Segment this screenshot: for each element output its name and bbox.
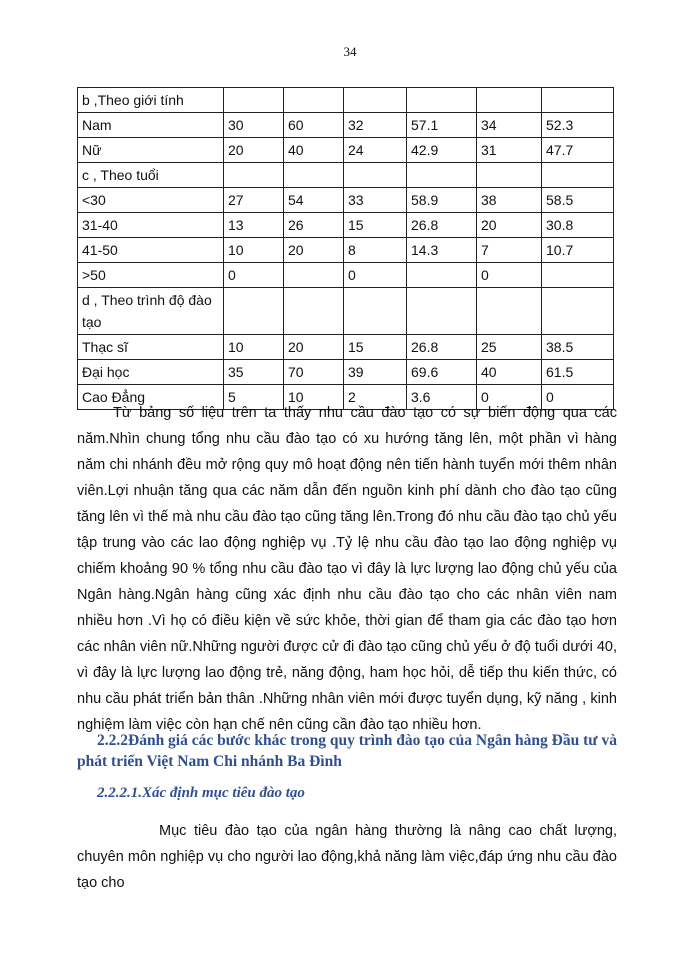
value-cell [407,263,477,288]
value-cell: 69.6 [407,360,477,385]
training-needs-table [77,87,614,410]
value-cell: 10 [224,335,284,360]
value-cell: 40 [477,360,542,385]
page-number: 34 [343,44,357,59]
value-cell: 38 [477,188,542,213]
value-cell: 10 [224,238,284,263]
value-cell: 54 [284,188,344,213]
table-row [78,88,614,113]
table-row [78,113,614,138]
table-row [78,138,614,163]
value-cell: 60 [284,113,344,138]
value-cell: 52.3 [542,113,614,138]
value-cell: 33 [344,188,407,213]
value-cell: 58.9 [407,188,477,213]
value-cell: 57.1 [407,113,477,138]
section-heading: 2.2.2Đánh giá các bước khác trong quy trình đào tạo của Ngân hàng Đầu tư và phát triển Việt Nam Chi nhánh Ba Đình [77,732,617,770]
row-label-cell: Nam [78,113,224,138]
value-cell: 7 [477,238,542,263]
value-cell [284,88,344,113]
value-cell [284,288,344,335]
value-cell [407,163,477,188]
value-cell [477,88,542,113]
value-cell: 70 [284,360,344,385]
value-cell [224,88,284,113]
table-row [78,163,614,188]
row-label-cell: Thạc sĩ [78,335,224,360]
table-row [78,360,614,385]
value-cell [224,163,284,188]
value-cell: 0 [477,385,542,410]
value-cell [542,263,614,288]
value-cell [344,288,407,335]
value-cell: 25 [477,335,542,360]
value-cell: 26.8 [407,335,477,360]
value-cell [407,288,477,335]
value-cell [344,163,407,188]
value-cell: 47.7 [542,138,614,163]
value-cell: 0 [542,385,614,410]
value-cell: 20 [284,238,344,263]
value-cell: 30.8 [542,213,614,238]
value-cell: 0 [224,263,284,288]
paragraph-objectives: Mục tiêu đào tạo của ngân hàng thường là nâng cao chất lượng, chuyên môn nghiệp vụ cho người lao động,khả năng làm việc,đáp ứng nhu cầu đào tạo cho [77,823,617,891]
value-cell: 26.8 [407,213,477,238]
value-cell: 24 [344,138,407,163]
value-cell: 58.5 [542,188,614,213]
table-row [78,213,614,238]
paragraph-analysis: Từ bảng số liệu trên ta thấy nhu cầu đào tạo có sự biến động qua các năm.Nhìn chung tổng nhu cầu đào tạo có xu hướng tăng lên, một phần vì hàng năm chi nhánh đều mở rộng quy mô hoạt động nên tiến hành tuyển mới thêm nhân viên.Lợi nhuận tăng qua các năm dẫn đến nguồn kinh phí dành cho đào tạo cũng tăng lên vì thế mà nhu cầu đào tạo cũng tăng lên.Trong đó nhu cầu đào tạo chủ yếu tập trung vào các lao động nghiệp vụ .Tỷ lệ nhu cầu đào tạo lao động nghiệp vụ chiếm khoảng 90 % tổng nhu cầu đào tạo vì đây là lực lượng lao động chủ yếu của Ngân hàng.Ngân hàng cũng xác định nhu cầu đào tạo cho các nhân viên nam nhiều hơn .Vì họ có điều kiện về sức khỏe, thời gian để tham gia các đào tạo hơn các nhân viên nữ.Những người được cử đi đào tạo cũng chủ yếu ở độ tuổi dưới 40, vì đây là lực lượng lao động trẻ, năng động, ham học hỏi, dễ tiếp thu kiến thức, có nhu cầu phát triển bản thân .Những nhân viên mới được tuyển dụng, kỹ năng , kinh nghiệm làm việc còn hạn chế nên cũng cần đào tạo nhiều hơn. [77,405,617,733]
value-cell: 0 [477,263,542,288]
value-cell: 14.3 [407,238,477,263]
value-cell: 35 [224,360,284,385]
value-cell: 20 [224,138,284,163]
value-cell: 13 [224,213,284,238]
value-cell: 10 [284,385,344,410]
row-label-cell: 41-50 [78,238,224,263]
value-cell [477,288,542,335]
value-cell: 31 [477,138,542,163]
subsection-heading: 2.2.2.1.Xác định mục tiêu đào tạo [97,785,305,801]
value-cell [542,88,614,113]
value-cell: 27 [224,188,284,213]
table-row [78,188,614,213]
table-row [78,238,614,263]
value-cell: 40 [284,138,344,163]
row-label-cell: d , Theo trình độ đào tạo [78,288,224,335]
value-cell: 32 [344,113,407,138]
value-cell: 20 [477,213,542,238]
value-cell: 26 [284,213,344,238]
value-cell: 30 [224,113,284,138]
value-cell: 20 [284,335,344,360]
value-cell: 10.7 [542,238,614,263]
row-label-cell: >50 [78,263,224,288]
value-cell [284,263,344,288]
table-row [78,288,614,335]
row-label-cell: 31-40 [78,213,224,238]
value-cell [284,163,344,188]
row-label-cell: Đại học [78,360,224,385]
value-cell: 39 [344,360,407,385]
row-label-cell: Cao Đẳng [78,385,224,410]
row-label-cell: b ,Theo giới tính [78,88,224,113]
value-cell: 0 [344,263,407,288]
value-cell: 15 [344,335,407,360]
value-cell [542,288,614,335]
value-cell: 34 [477,113,542,138]
value-cell: 61.5 [542,360,614,385]
value-cell [477,163,542,188]
value-cell: 5 [224,385,284,410]
row-label-cell: Nữ [78,138,224,163]
value-cell: 2 [344,385,407,410]
value-cell [344,88,407,113]
value-cell: 38.5 [542,335,614,360]
value-cell: 42.9 [407,138,477,163]
value-cell [542,163,614,188]
value-cell: 15 [344,213,407,238]
row-label-cell: <30 [78,188,224,213]
value-cell: 8 [344,238,407,263]
row-label-cell: c , Theo tuổi [78,163,224,188]
table-row [78,335,614,360]
value-cell: 3.6 [407,385,477,410]
value-cell [224,288,284,335]
table-row [78,263,614,288]
value-cell [407,88,477,113]
